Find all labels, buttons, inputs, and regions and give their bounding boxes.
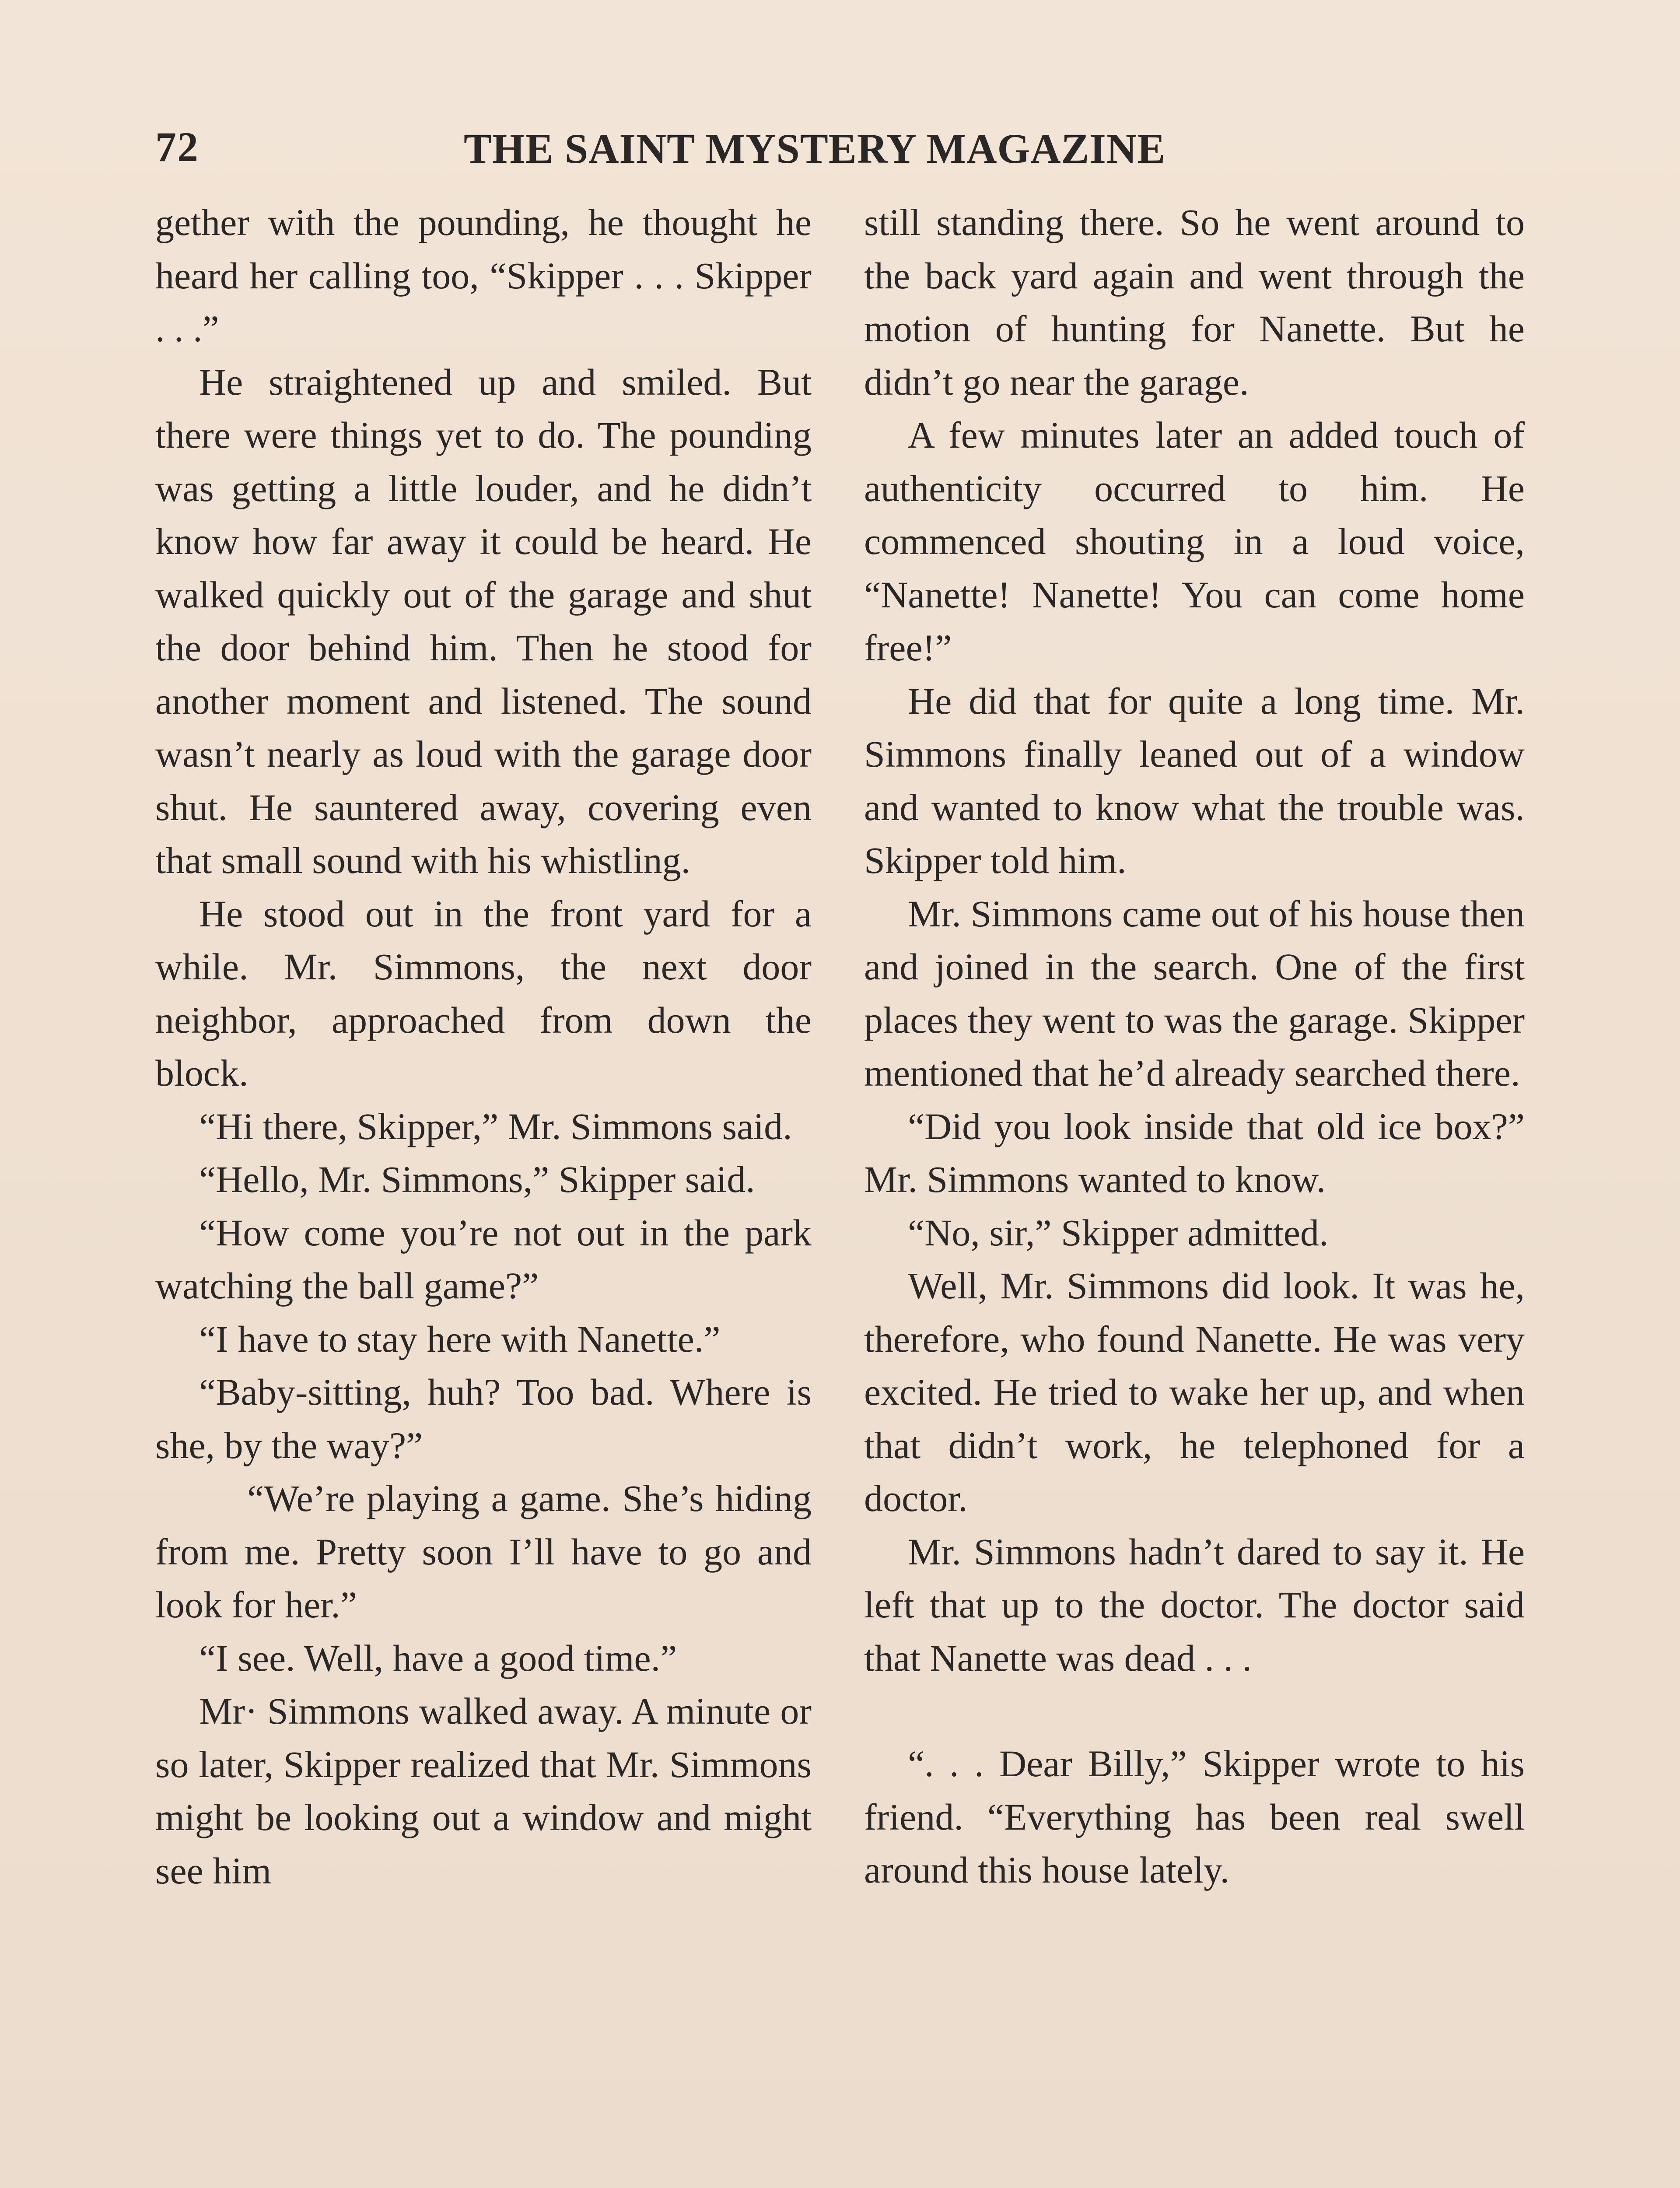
right-column — [864, 196, 1525, 1897]
paragraph: Well, Mr. Simmons did look. It was he, therefore, who found Nanette. He was very excited. He tried to wake her up, and when that didn’t work, he telephoned for a doctor. — [864, 1265, 1525, 1519]
paragraph: “I see. Well, have a good time.” — [199, 1637, 677, 1679]
running-head: THE SAINT MYSTERY MAGAZINE — [464, 125, 1166, 172]
left-column — [155, 196, 812, 1897]
section-break — [864, 1685, 1525, 1737]
paragraph: “Did you look inside that old ice box?” Mr. Simmons wanted to know. — [864, 1105, 1525, 1200]
paragraph: “How come you’re not out in the park watching the ball game?” — [155, 1211, 812, 1307]
paragraph: still standing there. So he went around to the back yard again and went through the motion of hunting for Nanette. But he didn’t go near the garage. — [864, 201, 1525, 403]
paragraph: “Hi there, Skipper,” Mr. Simmons said. — [199, 1105, 792, 1147]
paragraph: A few minutes later an added touch of authenticity occurred to him. He commenced shouting in a loud voice, “Nanette! Nanette! You can come home free!” — [864, 414, 1525, 669]
paragraph: He straightened up and smiled. But there were things yet to do. The pounding was getting a little louder, and he didn’t know how far away it could be heard. He walked quickly out of the garage and shut the door behind him. Then he stood for another moment and listened. The sound wasn’t nearly as loud with the garage door shut. He sauntered away, covering even that small sound with his whistling. — [155, 361, 812, 881]
paragraph: “I have to stay here with Nanette.” — [199, 1318, 721, 1360]
paragraph: Mr· Simmons walked away. A minute or so later, Skipper realized that Mr. Simmons might be looking out a window and might see him — [155, 1690, 812, 1892]
page-number: 72 — [155, 123, 199, 170]
paragraph: “Baby-sitting, huh? Too bad. Where is she, by the way?” — [155, 1371, 812, 1466]
paragraph: gether with the pounding, he thought he heard her calling too, “Skipper . . . Skipper . . .” — [155, 201, 812, 350]
paragraph: “Hello, Mr. Simmons,” Skipper said. — [199, 1158, 755, 1200]
paragraph: He did that for quite a long time. Mr. Simmons finally leaned out of a window and wanted to know what the trouble was. Skipper told him. — [864, 680, 1525, 881]
paragraph: Mr. Simmons hadn’t dared to say it. He left that up to the doctor. The doctor said that Nanette was dead . . . — [864, 1530, 1525, 1679]
paragraph: “. . . Dear Billy,” Skipper wrote to his friend. “Everything has been real swell around this house lately. — [864, 1743, 1525, 1891]
paragraph: “No, sir,” Skipper admitted. — [908, 1211, 1329, 1254]
paragraph: Mr. Simmons came out of his house then and joined in the search. One of the first places they went to was the garage. Skipper mentioned that he’d already searched there. — [864, 892, 1525, 1094]
paragraph: “We’re playing a game. She’s hiding from me. Pretty soon I’ll have to go and look for her.” — [155, 1477, 812, 1626]
paragraph: He stood out in the front yard for a while. Mr. Simmons, the next door neighbor, approached from down the block. — [155, 892, 812, 1094]
